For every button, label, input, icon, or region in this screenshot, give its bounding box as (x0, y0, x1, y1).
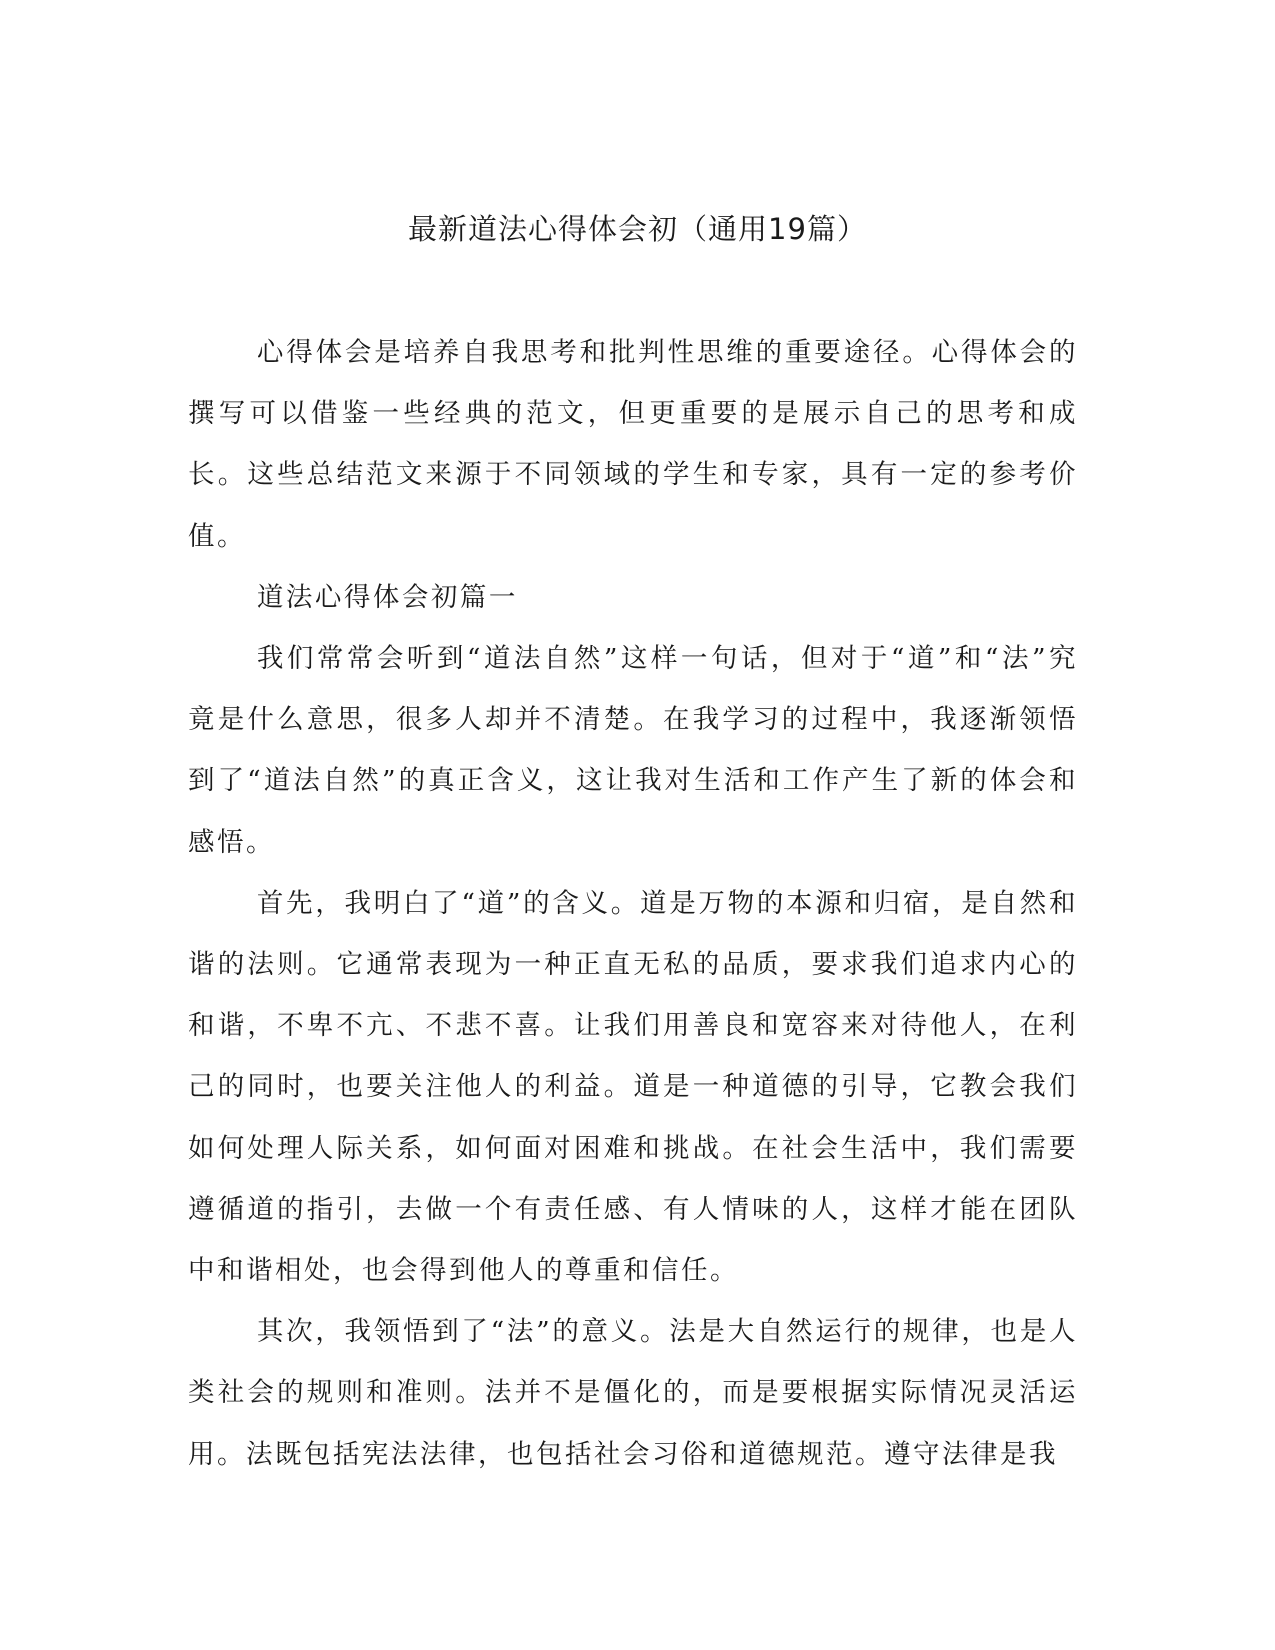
section-heading: 道法心得体会初篇一 (256, 581, 518, 613)
document-body (188, 322, 1078, 1485)
body-paragraph: 其次，我领悟到了“法”的意义。法是大自然运行的规律，也是人类社会的规则和准则。法并不是僵化的，而是要根据实际情况灵活运用。法既包括宪法法律，也包括社会习俗和道德规范。遵守法律是我 (188, 1316, 1078, 1470)
body-paragraph: 我们常常会听到“道法自然”这样一句话，但对于“道”和“法”究竟是什么意思，很多人却并不清楚。在我学习的过程中，我逐渐领悟到了“道法自然”的真正含义，这让我对生活和工作产生了新的体会和感悟。 (188, 643, 1078, 858)
body-paragraph: 首先，我明白了“道”的含义。道是万物的本源和归宿，是自然和谐的法则。它通常表现为一种正直无私的品质，要求我们追求内心的和谐，不卑不亢、不悲不喜。让我们用善良和宽容来对待他人，在利己的同时，也要关注他人的利益。道是一种道德的引导，它教会我们如何处理人际关系，如何面对困难和挑战。在社会生活中，我们需要遵循道的指引，去做一个有责任感、有人情味的人，这样才能在团队中和谐相处，也会得到他人的尊重和信任。 (188, 887, 1078, 1287)
intro-paragraph: 心得体会是培养自我思考和批判性思维的重要途径。心得体会的撰写可以借鉴一些经典的范文，但更重要的是展示自己的思考和成长。这些总结范文来源于不同领域的学生和专家，具有一定的参考价值。 (188, 337, 1078, 552)
page-title: 最新道法心得体会初（通用19篇） (408, 212, 867, 246)
